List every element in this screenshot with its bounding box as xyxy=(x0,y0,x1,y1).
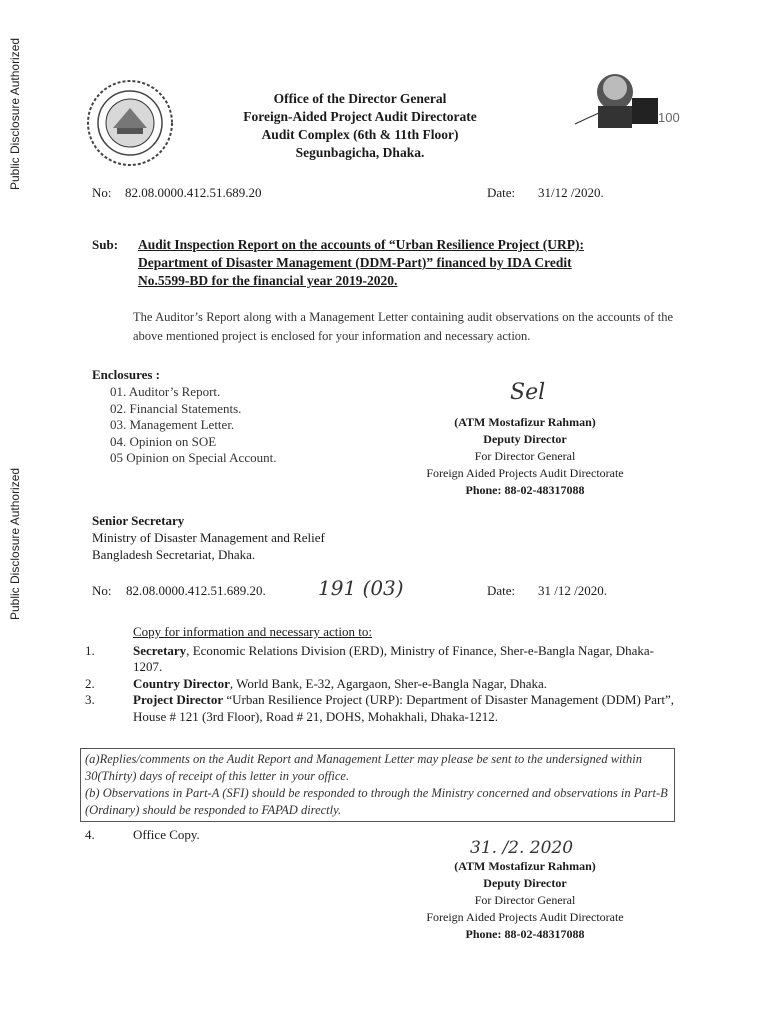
government-seal xyxy=(85,78,175,168)
recipient-line-1: Ministry of Disaster Management and Relief xyxy=(92,530,325,545)
copy-item-4-text: Office Copy. xyxy=(133,827,200,842)
date-label: Date: xyxy=(487,185,516,200)
signatory-org: Foreign Aided Projects Audit Directorate xyxy=(426,910,624,924)
date2-label: Date: xyxy=(487,583,516,598)
header-line-2: Foreign-Aided Project Audit Directorate xyxy=(243,109,477,124)
logo-badge-text: 100 xyxy=(658,110,680,125)
date2-value: 31 /12 /2020. xyxy=(538,583,607,598)
copy-item-4-num: 4. xyxy=(85,827,95,842)
handwritten-date: 31. /2. 2020 xyxy=(470,838,574,858)
signatory-org: Foreign Aided Projects Audit Directorate xyxy=(426,466,624,480)
copy-item: 1. Secretary, Economic Relations Division (ERD), Ministry of Finance, Sher-e-Bangla Nagar, Dhaka-1207. xyxy=(85,642,655,674)
note-a: (a)Replies/comments on the Audit Report and Management Letter may please be sent to the undersigned within 30(Thirty) days of receipt of this letter in your office. xyxy=(85,752,642,783)
signatory-title: Deputy Director xyxy=(483,876,567,890)
signature-block-2 xyxy=(400,858,650,943)
handwritten-ref: 191 (03) xyxy=(318,576,404,600)
signatory-phone: Phone: 88-02-48317088 xyxy=(465,483,585,497)
header-line-3: Audit Complex (6th & 11th Floor) xyxy=(261,127,459,142)
body-paragraph: The Auditor’s Report along with a Management Letter containing audit observations on the accounts of the above mentioned project is enclosed for your information and necessary action. xyxy=(133,310,673,343)
ref-no-label: No: xyxy=(92,185,112,200)
ref2-no-value: 82.08.0000.412.51.689.20. xyxy=(126,583,266,598)
signatory-title: Deputy Director xyxy=(483,432,567,446)
signatory-for: For Director General xyxy=(474,893,576,907)
signatory-name: (ATM Mostafizur Rahman) xyxy=(454,859,596,873)
ref2-no-label: No: xyxy=(92,583,112,598)
copy-heading: Copy for information and necessary action to: xyxy=(133,624,372,639)
enclosure-item: 02. Financial Statements. xyxy=(110,400,242,416)
enclosure-item: 03. Management Letter. xyxy=(110,417,235,432)
subject-line-3: No.5599-BD for the financial year 2019-2020. xyxy=(138,273,398,288)
header-line-1: Office of the Director General xyxy=(273,91,447,106)
letterhead xyxy=(200,90,520,162)
signature-block-1 xyxy=(400,414,650,499)
anniversary-logo xyxy=(570,62,680,134)
subject-label: Sub: xyxy=(92,237,119,252)
subject-line-2: Department of Disaster Management (DDM-Part)” financed by IDA Credit xyxy=(138,255,572,270)
enclosure-item: 04. Opinion on SOE xyxy=(110,433,217,449)
enclosure-item: 01. Auditor’s Report. xyxy=(110,384,221,399)
recipient-line-2: Bangladesh Secretariat, Dhaka. xyxy=(92,547,256,562)
signature-initials: Sel xyxy=(510,380,546,405)
note-b: (b) Observations in Part-A (SFI) should be responded to through the Ministry concerned and observations in Part-B (Ordinary) should be responded to FAPAD directly. xyxy=(85,786,668,817)
subject xyxy=(138,236,678,290)
enclosures-list xyxy=(110,384,276,467)
signatory-phone: Phone: 88-02-48317088 xyxy=(465,927,585,941)
signatory-name: (ATM Mostafizur Rahman) xyxy=(454,415,596,429)
subject-line-1: Audit Inspection Report on the accounts of “Urban Resilience Project (URP): xyxy=(138,237,584,252)
copy-item: 3. Project Director “Urban Resilience Project (URP): Department of Disaster Management (DDM) Part”, House # 121 (3rd Floor), Road # 21, DOHS, Mohakhali, Dhaka-1212. xyxy=(85,692,675,724)
disclosure-label-middle: Public Disclosure Authorized xyxy=(8,467,22,620)
header-line-4: Segunbagicha, Dhaka. xyxy=(295,145,425,160)
copy-list xyxy=(85,624,675,725)
ref-no-value: 82.08.0000.412.51.689.20 xyxy=(125,185,262,200)
copy-item: 2. Country Director, World Bank, E-32, Agargaon, Sher-e-Bangla Nagar, Dhaka. xyxy=(85,675,548,691)
disclosure-label-top: Public Disclosure Authorized xyxy=(8,37,22,190)
recipient-block xyxy=(92,512,325,563)
date-value: 31/12 /2020. xyxy=(538,185,604,200)
signatory-for: For Director General xyxy=(474,449,576,463)
enclosure-item: 05 Opinion on Special Account. xyxy=(110,450,277,465)
enclosures-title: Enclosures : xyxy=(92,367,161,382)
reply-instructions-box xyxy=(80,748,675,822)
recipient-title: Senior Secretary xyxy=(92,513,185,528)
